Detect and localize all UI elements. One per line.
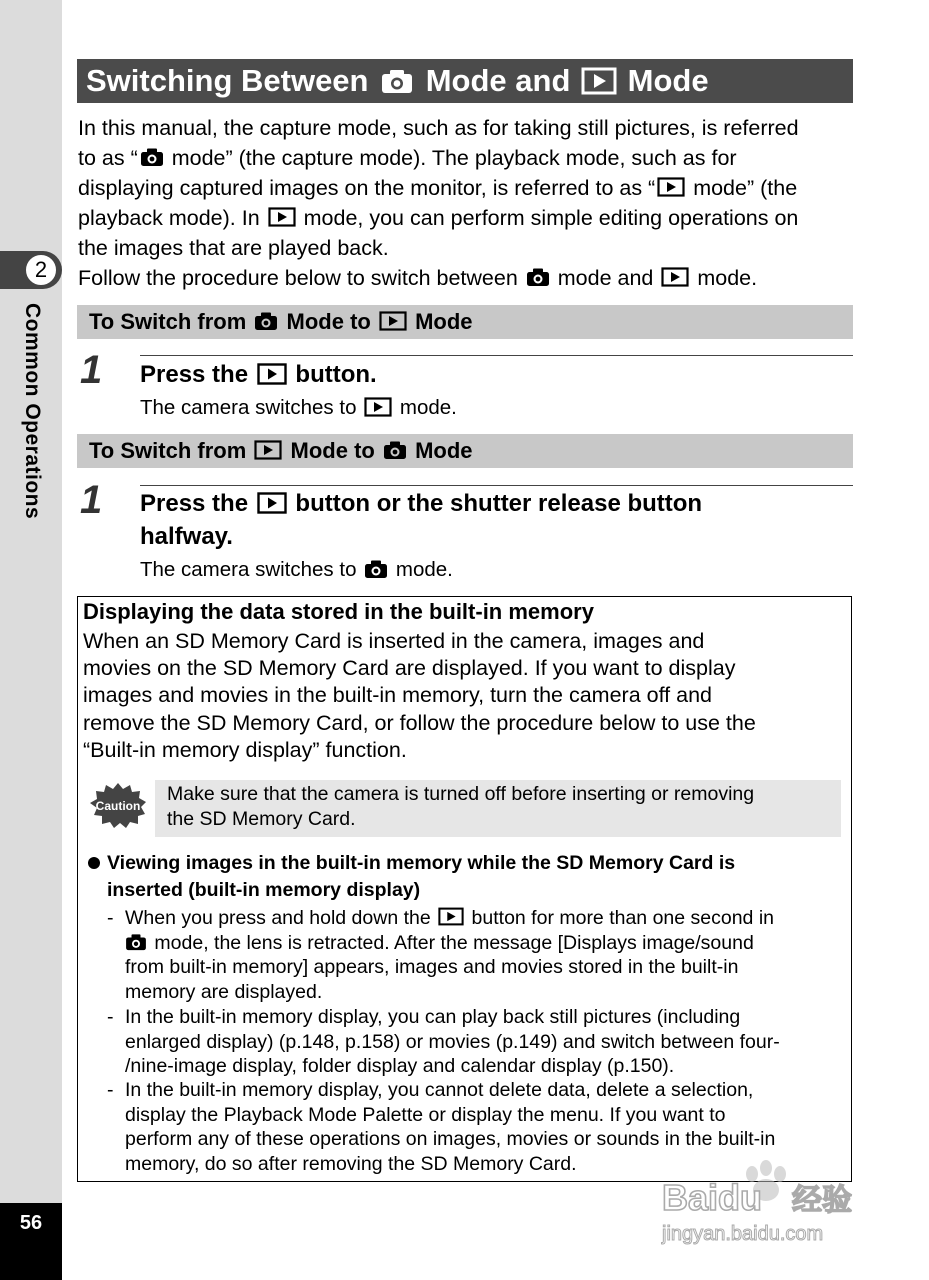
caution-icon-label: Caution bbox=[95, 799, 141, 813]
step-result bbox=[140, 394, 457, 422]
step-desc-text: mode. bbox=[390, 558, 453, 581]
title-part-3: Mode bbox=[627, 63, 709, 98]
intro-line bbox=[78, 143, 856, 173]
intro-text: mode” (the bbox=[687, 176, 798, 200]
camera-icon bbox=[125, 933, 147, 951]
memo-line: images and movies in the built-in memory, turn the camera off and bbox=[83, 683, 712, 708]
intro-text: playback mode). In bbox=[78, 206, 260, 230]
section-heading-playback-to-capture bbox=[77, 434, 853, 468]
title-part-1: Switching Between bbox=[86, 63, 369, 98]
camera-icon bbox=[254, 311, 278, 331]
dash-marker: - bbox=[107, 907, 114, 929]
list-item bbox=[107, 1005, 847, 1079]
camera-icon bbox=[383, 440, 407, 460]
heading-text: Mode to bbox=[286, 309, 371, 334]
title-part-2: Mode and bbox=[425, 63, 571, 98]
playback-icon bbox=[364, 397, 392, 417]
caution-line: Make sure that the camera is turned off before inserting or removing bbox=[167, 783, 755, 805]
step-number: 1 bbox=[80, 478, 103, 522]
playback-icon bbox=[257, 492, 287, 514]
step-text: button or the shutter release button bbox=[288, 490, 703, 517]
memo-body bbox=[83, 628, 847, 764]
list-item-line: perform any of these operations on images, movies or sounds in the built-in bbox=[125, 1128, 776, 1151]
heading-text: To Switch from bbox=[89, 309, 247, 334]
memo-line: remove the SD Memory Card, or follow the procedure below to use the bbox=[83, 710, 756, 735]
chapter-label: Common Operations bbox=[21, 303, 44, 520]
step-divider bbox=[140, 355, 853, 356]
step-line bbox=[140, 487, 853, 520]
intro-text: mode and bbox=[551, 266, 654, 290]
watermark-url: jingyan.baidu.com bbox=[662, 1223, 824, 1245]
baidu-watermark bbox=[660, 1148, 875, 1248]
list-item-line bbox=[107, 931, 847, 956]
intro-text: to as “ bbox=[78, 146, 138, 170]
playback-icon bbox=[581, 67, 617, 95]
list-item-line: memory are displayed. bbox=[125, 981, 323, 1004]
list-item-line: /nine-image display, folder display and calendar display (p.150). bbox=[125, 1055, 675, 1078]
step-instruction bbox=[140, 358, 853, 391]
playback-icon bbox=[438, 907, 464, 926]
page-title bbox=[77, 59, 853, 103]
step-desc-text: mode. bbox=[394, 396, 457, 419]
list-item-line: In the built-in memory display, you cannot delete data, delete a selection, bbox=[125, 1079, 754, 1101]
dash-marker: - bbox=[107, 1079, 114, 1101]
caution-icon bbox=[89, 782, 147, 828]
camera-icon bbox=[140, 147, 164, 167]
list-item-line: In the built-in memory display, you can play back still pictures (including bbox=[125, 1006, 741, 1028]
list-item-line: enlarged display) (p.148, p.158) or movies (p.149) and switch between four- bbox=[125, 1030, 780, 1053]
step-number: 1 bbox=[80, 348, 103, 392]
camera-icon bbox=[526, 267, 550, 287]
list-item-line: memory, do so after removing the SD Memory Card. bbox=[125, 1153, 577, 1176]
heading-text: Mode bbox=[415, 309, 473, 334]
memo-line: movies on the SD Memory Card are displayed. If you want to display bbox=[83, 656, 736, 681]
list-item-line bbox=[107, 906, 847, 931]
playback-icon bbox=[254, 440, 282, 460]
camera-icon bbox=[379, 67, 415, 95]
step-instruction bbox=[140, 487, 853, 553]
playback-icon bbox=[661, 267, 689, 287]
list-item bbox=[107, 906, 847, 1005]
intro-line bbox=[78, 203, 856, 233]
bullet-icon bbox=[88, 857, 100, 869]
step-divider bbox=[140, 485, 853, 486]
intro-line: In this manual, the capture mode, such as for taking still pictures, is referred bbox=[78, 116, 799, 140]
step-line: halfway. bbox=[140, 523, 233, 550]
playback-icon bbox=[257, 363, 287, 385]
intro-line: the images that are played back. bbox=[78, 236, 389, 260]
intro-text: mode. bbox=[691, 266, 758, 290]
sidebar-strip bbox=[0, 0, 62, 1280]
step-text: Press the bbox=[140, 490, 249, 517]
bullet-heading bbox=[107, 850, 847, 904]
camera-icon bbox=[364, 559, 388, 579]
intro-line bbox=[78, 173, 856, 203]
bullet-line: Viewing images in the built-in memory while the SD Memory Card is bbox=[107, 852, 736, 874]
playback-icon bbox=[657, 177, 685, 197]
intro-text: displaying captured images on the monitor, is referred to as “ bbox=[78, 176, 656, 200]
intro-paragraph bbox=[78, 113, 856, 293]
dash-marker: - bbox=[107, 1006, 114, 1028]
list-item-line: display the Playback Mode Palette or display the menu. If you want to bbox=[125, 1103, 726, 1126]
watermark-cn: 经验 bbox=[792, 1183, 852, 1218]
bullet-line: inserted (built-in memory display) bbox=[107, 879, 421, 901]
playback-icon bbox=[268, 207, 296, 227]
heading-text: To Switch from bbox=[89, 438, 247, 463]
heading-text: Mode to bbox=[290, 438, 375, 463]
intro-line bbox=[78, 263, 856, 293]
intro-text: mode” (the capture mode). The playback mode, such as for bbox=[165, 146, 737, 170]
heading-text: Mode bbox=[415, 438, 473, 463]
step-desc-text: The camera switches to bbox=[140, 558, 357, 581]
item-text: mode, the lens is retracted. After the message [Displays image/sound bbox=[149, 931, 754, 954]
caution-line: the SD Memory Card. bbox=[167, 807, 356, 830]
item-text: When you press and hold down the bbox=[125, 907, 431, 929]
list-item-line: from built-in memory] appears, images and movies stored in the built-in bbox=[125, 956, 739, 979]
step-text: button. bbox=[288, 361, 377, 388]
step-text: Press the bbox=[140, 361, 249, 388]
caution-text bbox=[167, 782, 837, 831]
chapter-number: 2 bbox=[24, 253, 58, 287]
intro-text: Follow the procedure below to switch between bbox=[78, 266, 518, 290]
memo-line: “Built-in memory display” function. bbox=[83, 737, 407, 762]
memo-line: When an SD Memory Card is inserted in the camera, images and bbox=[83, 629, 705, 653]
memo-title: Displaying the data stored in the built-in memory bbox=[83, 599, 594, 624]
page-number: 56 bbox=[19, 1212, 43, 1234]
item-text: button for more than one second in bbox=[466, 907, 774, 929]
section-heading-capture-to-playback bbox=[77, 305, 853, 339]
step-result bbox=[140, 556, 453, 584]
step-desc-text: The camera switches to bbox=[140, 396, 357, 419]
intro-text: mode, you can perform simple editing operations on bbox=[297, 206, 799, 230]
playback-icon bbox=[379, 311, 407, 331]
watermark-brand: Baidu bbox=[662, 1177, 763, 1218]
